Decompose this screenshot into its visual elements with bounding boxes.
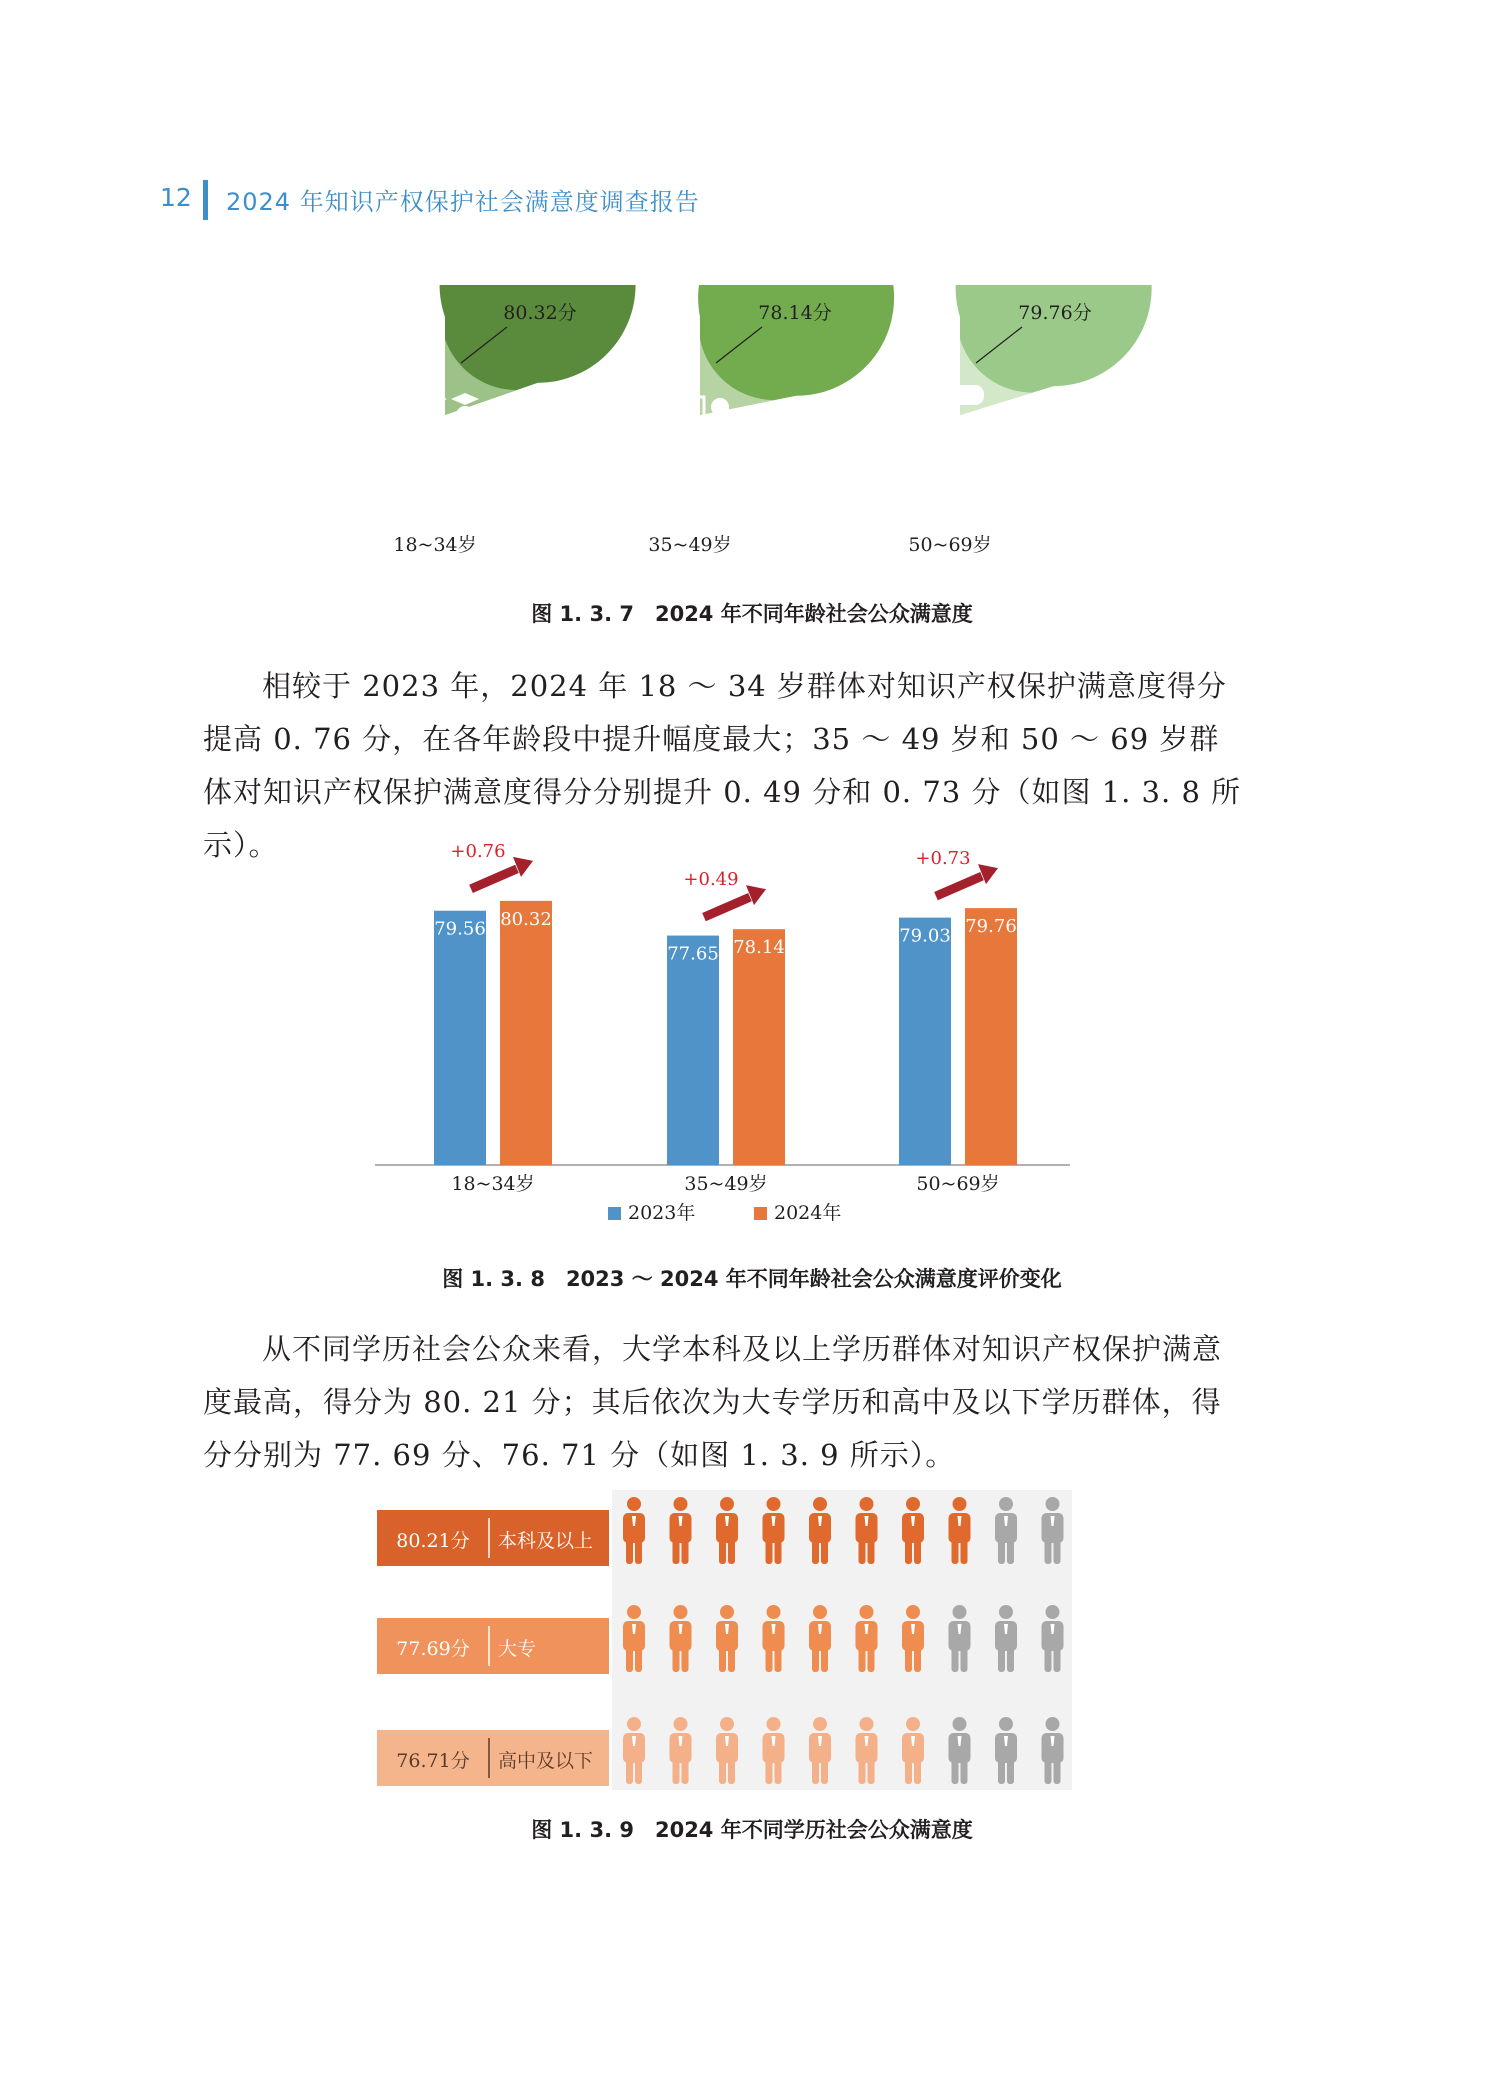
education-category-label: 本科及以上 xyxy=(498,1530,594,1552)
x-tick-label: 18~34岁 xyxy=(451,1173,535,1195)
header-divider xyxy=(203,180,208,220)
legend-swatch xyxy=(608,1207,621,1220)
education-score-label: 76.71分 xyxy=(396,1750,470,1772)
bar-value-label: 79.76 xyxy=(965,916,1017,938)
legend-label: 2023年 xyxy=(628,1202,696,1224)
education-score-label: 80.21分 xyxy=(396,1530,470,1552)
figure-1-3-9-caption: 图 1. 3. 9 2024 年不同学历社会公众满意度 xyxy=(531,1818,973,1842)
education-pictogram-chart xyxy=(377,1490,1077,1795)
paragraph-education-comparison xyxy=(203,1323,1243,1482)
bar-value-label: 78.14 xyxy=(733,937,785,959)
education-category-label: 大专 xyxy=(498,1638,537,1660)
increase-arrow xyxy=(704,897,750,917)
delta-label: +0.73 xyxy=(915,848,971,870)
figure-1-3-8-caption: 图 1. 3. 8 2023 ～ 2024 年不同年龄社会公众满意度评价变化 xyxy=(442,1267,1062,1291)
education-score-label: 77.69分 xyxy=(396,1638,470,1660)
bar xyxy=(434,911,486,1165)
legend xyxy=(608,1202,841,1224)
bar-value-label: 77.65 xyxy=(667,943,719,965)
pie-value-label: 79.76分 xyxy=(1018,302,1092,324)
figure-1-3-7-caption: 图 1. 3. 7 2024 年不同年龄社会公众满意度 xyxy=(531,602,973,626)
pie-value-label: 80.32分 xyxy=(503,302,577,324)
x-tick-label: 35~49岁 xyxy=(684,1173,768,1195)
x-tick-label: 50~69岁 xyxy=(916,1173,1000,1195)
page-number: 12 xyxy=(160,183,192,212)
increase-arrow xyxy=(936,876,982,896)
legend-swatch xyxy=(754,1207,767,1220)
bar xyxy=(667,936,719,1165)
pie-category-label: 18~34岁 xyxy=(393,534,477,556)
bar xyxy=(733,929,785,1165)
delta-label: +0.49 xyxy=(683,869,739,891)
bar-value-label: 79.56 xyxy=(434,918,486,940)
bar-value-label: 80.32 xyxy=(500,908,552,930)
pie-value-label: 78.14分 xyxy=(758,302,832,324)
bar xyxy=(965,908,1017,1165)
age-bar-chart xyxy=(360,835,1080,1235)
age-pie-charts xyxy=(300,285,1200,575)
report-title: 2024 年知识产权保护社会满意度调查报告 xyxy=(226,188,700,216)
elders-chat-icon xyxy=(936,385,990,445)
education-category-label: 高中及以下 xyxy=(498,1750,594,1772)
bar xyxy=(899,918,951,1165)
legend-label: 2024年 xyxy=(774,1202,842,1224)
paragraph-text: 相较于 2023 年，2024 年 18 ～ 34 岁群体对知识产权保护满意度得分提高 0. 76 分，在各年龄段中提升幅度最大；35 ～ 49 岁和 50 ～ 69 岁群体对知识产权保护满意度得分分别提升 0. 49 分和 0. 73 分（如图 1. 3. 8 所示）。 xyxy=(203,669,1242,862)
pie-category-label: 35~49岁 xyxy=(648,534,732,556)
pie-category-label: 50~69岁 xyxy=(908,534,992,556)
increase-arrow xyxy=(471,869,517,889)
bar-value-label: 79.03 xyxy=(899,925,951,947)
delta-label: +0.76 xyxy=(450,840,506,862)
paragraph-text: 从不同学历社会公众来看，大学本科及以上学历群体对知识产权保护满意度最高，得分为 80. 21 分；其后依次为大专学历和高中及以下学历群体，得分分别为 77. 69 分、76. 71 分（如图 1. 3. 9 所示）。 xyxy=(203,1332,1223,1472)
bar xyxy=(500,901,552,1165)
